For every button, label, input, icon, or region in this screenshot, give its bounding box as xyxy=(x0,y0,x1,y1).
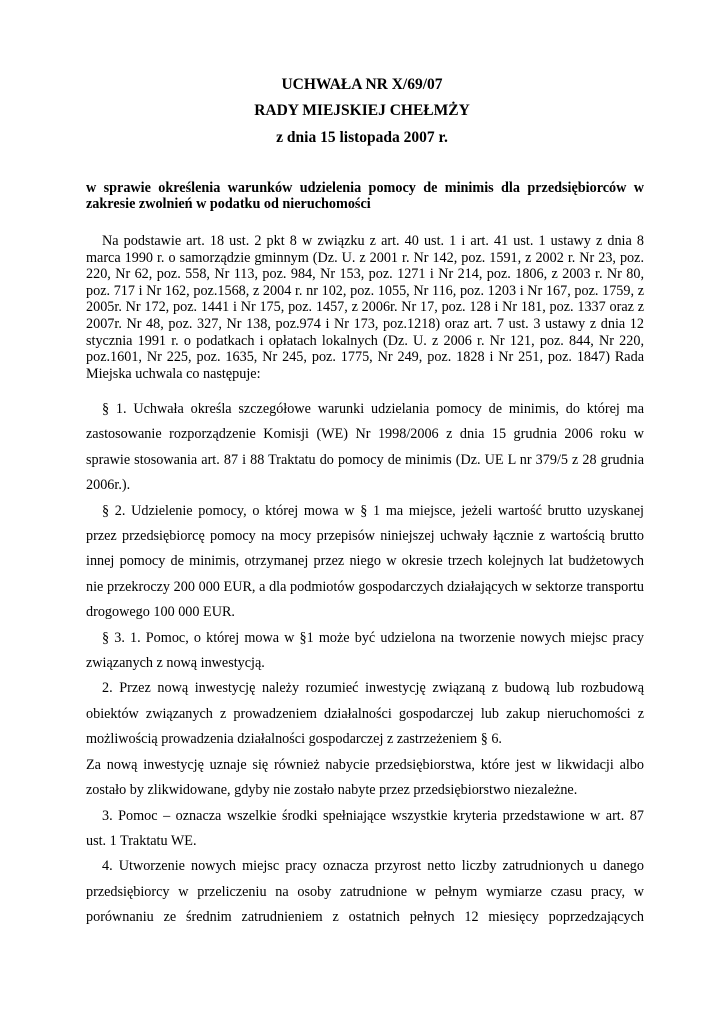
paragraph-3-1: § 3. 1. Pomoc, o której mowa w §1 może być udzielona na tworzenie nowych miejsc pracy związanych z nową inwestycją. xyxy=(86,629,644,672)
resolution-number: UCHWAŁA NR X/69/07 xyxy=(281,76,443,93)
paragraph-3-2-continued: Za nową inwestycję uznaje się również nabycie przedsiębiorstwa, które jest w likwidacji albo zostało by zlikwidowane, gdyby nie zostało nabyte przez przedsiębiorstwo niezależne. xyxy=(86,756,644,799)
paragraph-2: § 2. Udzielenie pomocy, o której mowa w § 1 ma miejsce, jeżeli wartość brutto uzyskanej przez przedsiębiorcę pomocy na mocy przepisów niniejszej uchwały łącznie z wartością brutto innej pomocy de minimis, otrzymanej przez niego w okresie trzech kolejnych lat budżetowych nie przekroczy 200 000 EUR, a dla podmiotów gospodarczych działających w sektorze transportu drogowego 100 000 EUR. xyxy=(86,502,644,621)
council-name: RADY MIEJSKIEJ CHEŁMŻY xyxy=(254,102,470,119)
paragraph-3-2: 2. Przez nową inwestycję należy rozumieć inwestycję związaną z budową lub rozbudową obiektów związanych z prowadzeniem działalności gospodarczej lub zakup nieruchomości z możliwością prowadzenia działalności gospodarczej z zastrzeżeniem § 6. xyxy=(86,680,644,748)
paragraph-1: § 1. Uchwała określa szczegółowe warunki udzielania pomocy de minimis, do której ma zastosowanie rozporządzenie Komisji (WE) Nr 1998/2006 z dnia 15 grudnia 2006 roku w sprawie stosowania art. 87 i 88 Traktatu do pomocy de minimis (Dz. UE L nr 379/5 z 28 grudnia 2006r.). xyxy=(86,401,644,494)
paragraph-3-4: 4. Utworzenie nowych miejsc pracy oznacza przyrost netto liczby zatrudnionych u danego przedsiębiorcy w przeliczeniu na osoby zatrudnione w pełnym wymiarze czasu pracy, w porównaniu ze średnim zatrudnieniem z ostatnich pełnych 12 miesięcy poprzedzających xyxy=(86,858,644,926)
paragraph-3-3: 3. Pomoc – oznacza wszelkie środki spełniające wszystkie kryteria przedstawione w art. 87 ust. 1 Traktatu WE. xyxy=(86,807,644,849)
resolution-subject: w sprawie określenia warunków udzielenia pomocy de minimis dla przedsiębiorców w zakresie zwolnień w podatku od nieruchomości xyxy=(86,180,644,212)
resolution-body xyxy=(86,397,644,931)
resolution-date: z dnia 15 listopada 2007 r. xyxy=(276,129,448,146)
legal-basis: Na podstawie art. 18 ust. 2 pkt 8 w związku z art. 40 ust. 1 i art. 41 ust. 1 ustawy z dnia 8 marca 1990 r. o samorządzie gminnym (Dz. U. z 2001 r. Nr 142, poz. 1591, z 2002 r. Nr 23, poz. 220, Nr 62, poz. 558, Nr 113, poz. 984, Nr 153, poz. 1271 i Nr 214, poz. 1806, z 2003 r. Nr 80, poz. 717 i Nr 162, poz.1568, z 2004 r. nr 102, poz. 1055, Nr 116, poz. 1203 i Nr 167, poz. 1759, z 2005r. Nr 172, poz. 1441 i Nr 175, poz. 1457, z 2006r. Nr 17, poz. 128 i Nr 181, poz. 1337 oraz z 2007r. Nr 48, poz. 327, Nr 138, poz.974 i Nr 173, poz.1218) oraz art. 7 ust. 3 ustawy z dnia 12 stycznia 1991 r. o podatkach i opłatach lokalnych (Dz. U. z 2006 r. Nr 121, poz. 844, Nr 220, poz.1601, Nr 225, poz. 1635, Nr 245, poz. 1775, Nr 249, poz. 1828 i Nr 251, poz. 1847) Rada Miejska uchwala co następuje: xyxy=(86,233,644,382)
